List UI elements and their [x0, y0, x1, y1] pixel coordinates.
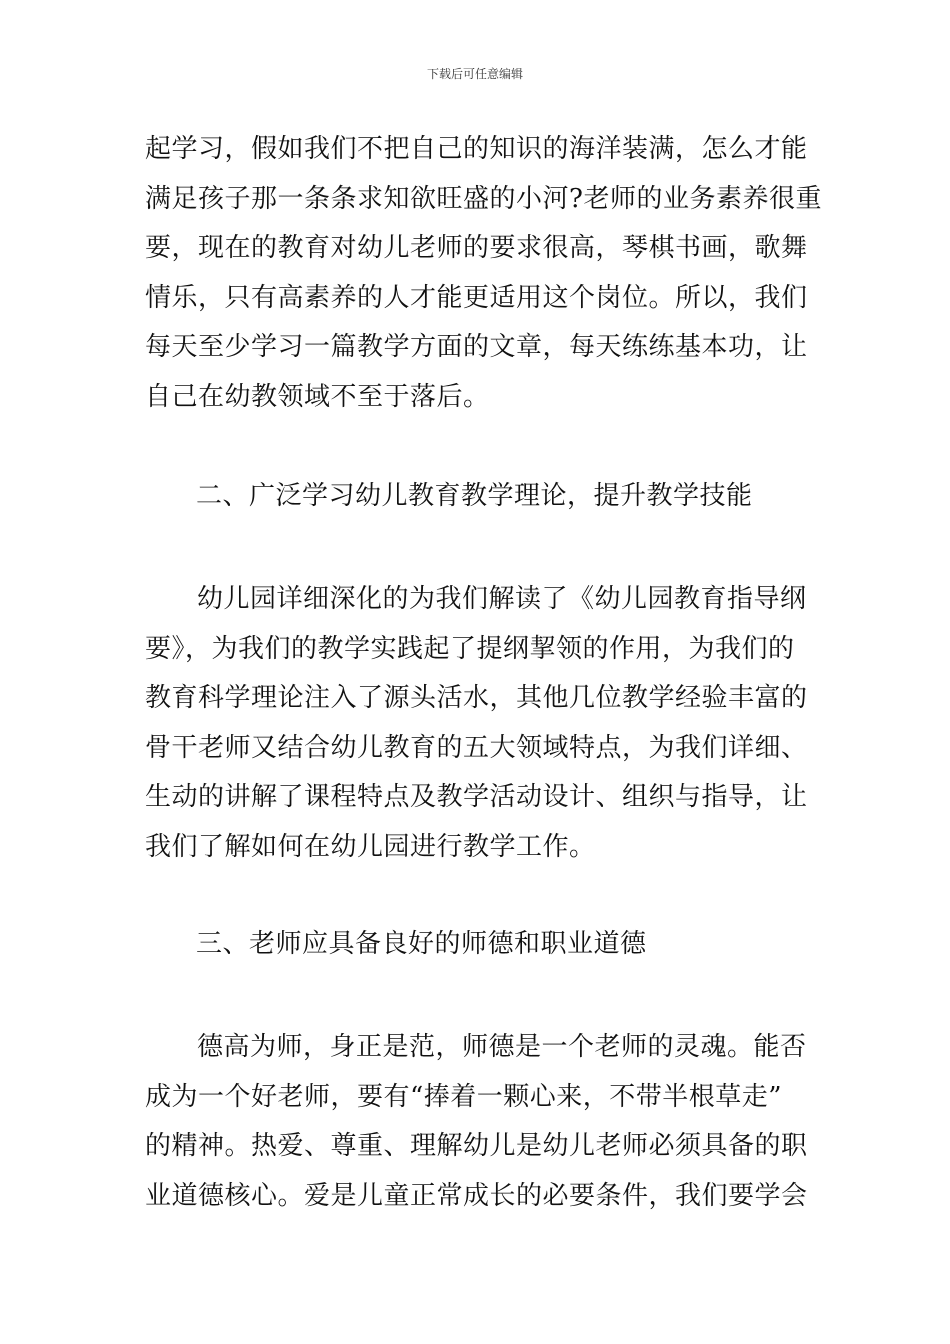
paragraph-line: 满足孩子那一条条求知欲旺盛的小河?老师的业务素养很重: [145, 183, 822, 214]
paragraph-line: 德高为师，身正是范，师德是一个老师的灵魂。能否: [197, 1032, 807, 1062]
paragraph-section-3: [145, 1023, 807, 1221]
paragraph-line: 生动的讲解了课程特点及教学活动设计、组织与指导，让: [145, 782, 808, 813]
paragraph-line: 教育科学理论注入了源头活水，其他几位教学经验丰富的: [145, 683, 808, 714]
paragraph-line: 我们了解如何在幼儿园进行教学工作。: [145, 831, 596, 862]
paragraph-line: 起学习，假如我们不把自己的知识的海洋装满，怎么才能: [145, 134, 808, 164]
paragraph-line: 自己在幼教领域不至于落后。: [145, 381, 490, 412]
paragraph-line: 要》，为我们的教学实践起了提纲挈领的作用，为我们的: [145, 633, 795, 664]
paragraph-line: 幼儿园详细深化的为我们解读了《幼儿园教育指导纲: [197, 584, 807, 614]
paragraph-line: 成为一个好老师，要有“捧着一颗心来，不带半根草走”: [145, 1081, 783, 1112]
section-heading-2: 二、广泛学习幼儿教育教学理论，提升教学技能: [196, 481, 753, 511]
paragraph-line: 业道德核心。爱是儿童正常成长的必要条件，我们要学会: [145, 1180, 808, 1211]
page-header: 下载后可任意编辑: [426, 67, 523, 81]
paragraph-line: 每天至少学习一篇教学方面的文章，每天练练基本功，让: [145, 332, 808, 363]
paragraph-line: 骨干老师又结合幼儿教育的五大领域特点，为我们详细、: [145, 732, 808, 763]
section-heading-3: 三、老师应具备良好的师德和职业道德: [196, 929, 647, 959]
paragraph-continuation: [145, 125, 822, 423]
paragraph-line: 的精神。热爱、尊重、理解幼儿是幼儿老师必须具备的职: [145, 1131, 808, 1162]
paragraph-section-2: [145, 575, 807, 873]
paragraph-line: 情乐，只有高素养的人才能更适用这个岗位。所以，我们: [145, 282, 808, 313]
paragraph-line: 要，现在的教育对幼儿老师的要求很高，琴棋书画，歌舞: [145, 233, 808, 264]
